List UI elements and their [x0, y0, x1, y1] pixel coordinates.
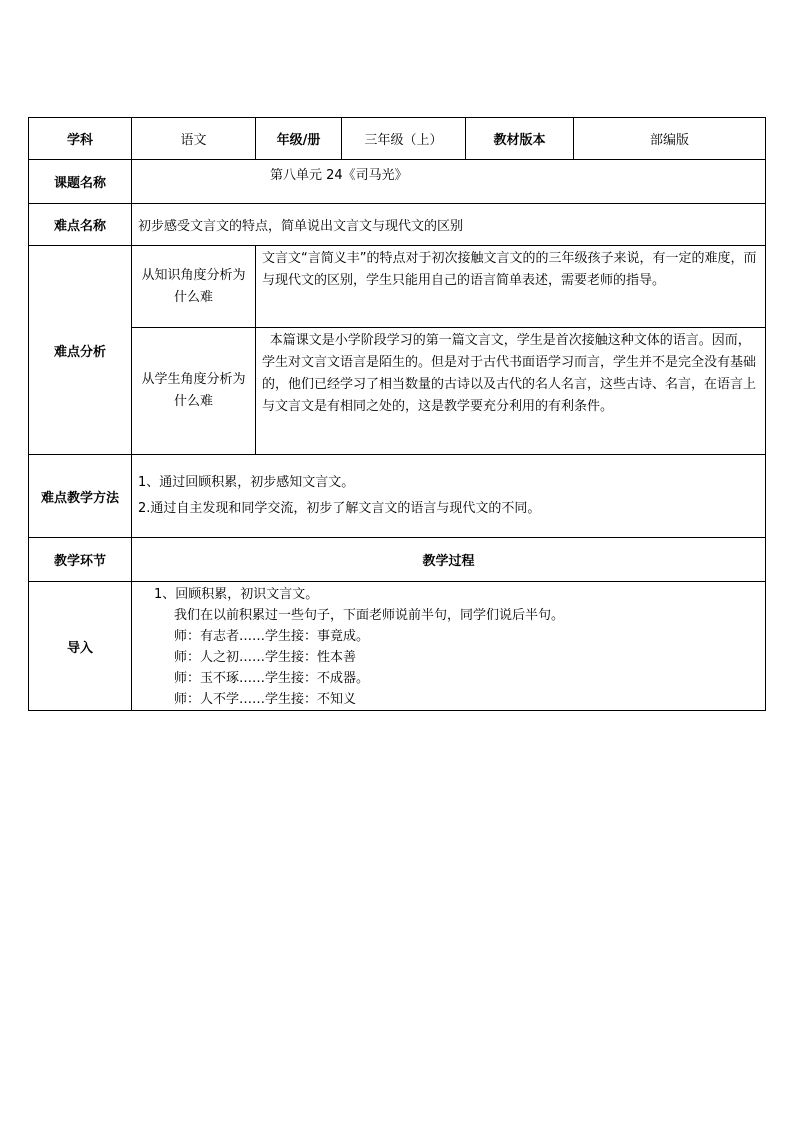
intro-label: 导入 — [29, 582, 132, 711]
edition-value: 部编版 — [574, 118, 766, 160]
grade-value: 三年级（上） — [342, 118, 466, 160]
knowledge-angle-text: 文言文“言简义丰”的特点对于初次接触文言文的的三年级孩子来说，有一定的难度，而与现代文的区别，学生只能用自己的语言简单表述，需要老师的指导。 — [256, 246, 766, 328]
lesson-plan-table — [28, 117, 766, 711]
intro-line: 师：有志者……学生接：事竟成。 — [174, 629, 370, 644]
student-angle-label: 从学生角度分析为什么难 — [132, 328, 256, 455]
intro-line: 师：人之初……学生接：性本善 — [174, 650, 357, 665]
subject-value: 语文 — [132, 118, 256, 160]
analysis-label: 难点分析 — [29, 246, 132, 455]
subject-label: 学科 — [29, 118, 132, 160]
lesson-label: 课题名称 — [29, 160, 132, 204]
difficulty-label: 难点名称 — [29, 204, 132, 246]
intro-content — [132, 582, 766, 711]
intro-line: 我们在以前积累过一些句子，下面老师说前半句，同学们说后半句。 — [174, 608, 565, 623]
difficulty-value: 初步感受文言文的特点，简单说出文言文与现代文的区别 — [132, 204, 766, 246]
method-item: 1、通过回顾积累，初步感知文言文。 — [138, 475, 355, 490]
knowledge-angle-label: 从知识角度分析为什么难 — [132, 246, 256, 328]
method-item: 2.通过自主发现和同学交流，初步了解文言文的语言与现代文的不同。 — [138, 501, 541, 516]
analysis-row-knowledge — [29, 246, 766, 328]
method-label: 难点教学方法 — [29, 455, 132, 538]
intro-line: 师：人不学……学生接：不知义 — [174, 692, 357, 707]
analysis-row-student — [29, 328, 766, 455]
header-row — [29, 118, 766, 160]
process-header: 教学过程 — [132, 538, 766, 582]
lesson-value: 第八单元 24《司马光》 — [132, 160, 766, 204]
stage-header: 教学环节 — [29, 538, 132, 582]
lesson-row — [29, 160, 766, 204]
intro-line: 师：玉不琢……学生接：不成器。 — [174, 671, 370, 686]
intro-row — [29, 582, 766, 711]
student-angle-text: 本篇课文是小学阶段学习的第一篇文言文，学生是首次接触这种文体的语言。因而，学生对文言文语言是陌生的。但是对于古代书面语学习而言，学生并不是完全没有基础的，他们已经学习了相当数量的古诗以及古代的名人名言，这些古诗、名言，在语言上与文言文是有相同之处的，这是教学要充分利用的有利条件。 — [256, 328, 766, 455]
intro-title: 1、回顾积累，初识文言文。 — [154, 587, 319, 602]
process-header-row — [29, 538, 766, 582]
grade-label: 年级/册 — [256, 118, 342, 160]
method-row — [29, 455, 766, 538]
difficulty-row — [29, 204, 766, 246]
edition-label: 教材版本 — [466, 118, 574, 160]
method-content — [132, 455, 766, 538]
